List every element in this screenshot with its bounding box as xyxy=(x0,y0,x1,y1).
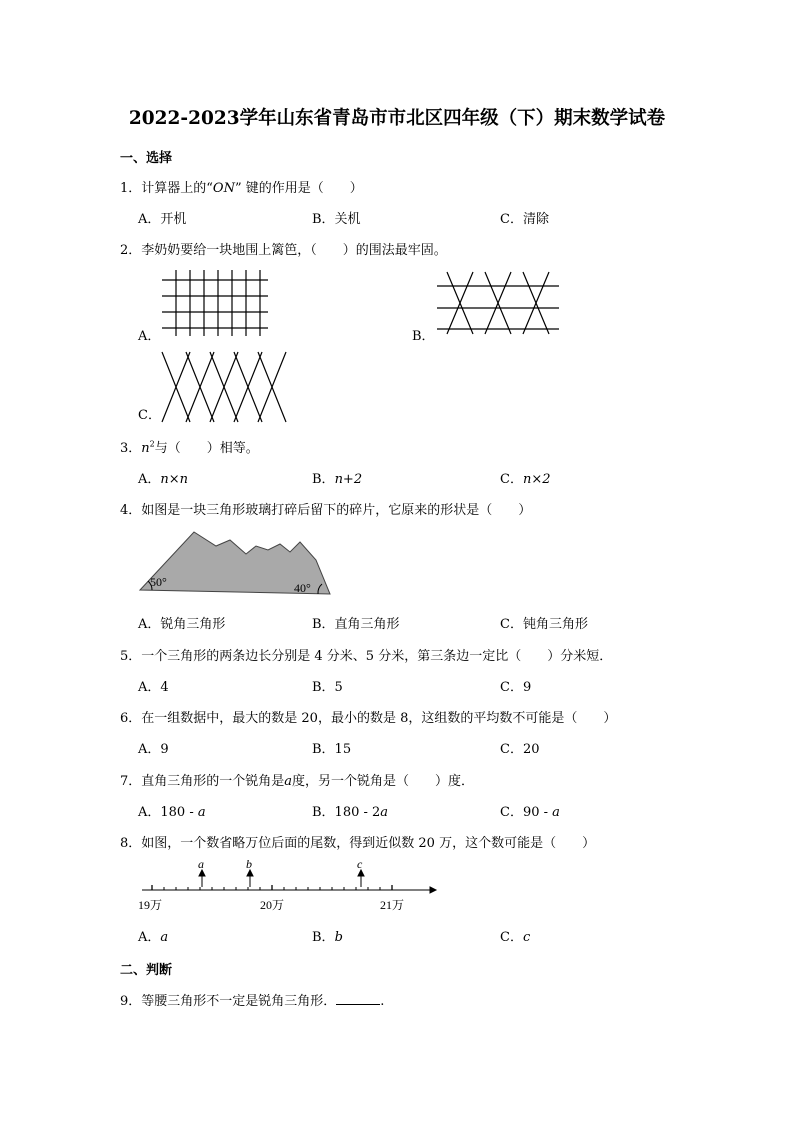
q3-option-b-label: B． xyxy=(312,472,335,487)
q1-option-a[interactable]: A．开机 xyxy=(138,212,187,227)
q3-number: 3． xyxy=(120,441,142,456)
q9-text: 9．等腰三角形不一定是锐角三角形． xyxy=(120,994,337,1009)
q8-option-b[interactable] xyxy=(312,926,343,945)
q1-option-b[interactable]: B．关机 xyxy=(312,212,361,227)
q3-option-a[interactable] xyxy=(138,468,188,487)
q3-option-b[interactable] xyxy=(312,468,362,487)
q4-option-c[interactable]: C．钝角三角形 xyxy=(500,617,588,632)
q7-text-pre: 7．直角三角形的一个锐角是 xyxy=(120,774,285,789)
q8-option-a-label: A． xyxy=(138,930,161,945)
marker-b-label: b xyxy=(246,857,252,871)
q7-option-c[interactable] xyxy=(500,801,560,820)
q1-option-c[interactable]: C．清除 xyxy=(500,212,549,227)
q7-variable: a xyxy=(284,774,293,789)
q8-option-a[interactable] xyxy=(138,926,168,945)
angle-label-left: 50° xyxy=(150,575,167,589)
q3-option-c-expr: n×2 xyxy=(522,472,551,487)
q7-option-b-label: B．180 - 2 xyxy=(312,805,381,820)
q3-text: 与（ ）相等。 xyxy=(154,441,259,456)
angle-label-right: 40° xyxy=(294,581,311,595)
q7-option-a-label: A．180 - xyxy=(138,805,198,820)
fence-triangle-figure xyxy=(437,272,559,334)
q9-answer-blank[interactable] xyxy=(336,992,380,1005)
q8-option-a-var: a xyxy=(160,930,169,945)
q1-text-pre: 1．计算器上的“ xyxy=(120,181,213,196)
q3-option-c-label: C． xyxy=(500,472,523,487)
q4-option-a[interactable]: A．锐角三角形 xyxy=(138,617,226,632)
q7-text-post: 度，另一个锐角是（ ）度． xyxy=(292,774,475,789)
q8-option-c-label: C． xyxy=(500,930,523,945)
q7-option-c-label: C．90 - xyxy=(500,805,553,820)
q9-end: . xyxy=(380,994,385,1009)
q7-option-a[interactable] xyxy=(138,801,206,820)
question-2: 2．李奶奶要给一块地围上篱笆，（ ）的围法最牢固。 xyxy=(120,243,447,258)
q5-option-c[interactable]: C．9 xyxy=(500,680,532,695)
question-1 xyxy=(120,177,363,196)
question-9 xyxy=(120,990,384,1009)
q7-option-b[interactable] xyxy=(312,801,388,820)
section-heading-judge: 二、判断 xyxy=(120,963,173,978)
question-3 xyxy=(120,437,259,456)
q8-option-c[interactable] xyxy=(500,926,530,945)
question-6: 6．在一组数据中，最大的数是 20，最小的数是 8，这组数的平均数不可能是（ ） xyxy=(120,711,617,726)
q6-option-b[interactable]: B．15 xyxy=(312,742,352,757)
q3-option-a-label: A． xyxy=(138,472,161,487)
q7-option-b-var: a xyxy=(380,805,389,820)
marker-c-label: c xyxy=(357,857,363,871)
q7-option-a-var: a xyxy=(197,805,206,820)
q6-option-c[interactable]: C．20 xyxy=(500,742,540,757)
q3-option-a-expr: n×n xyxy=(160,472,189,487)
axis-label-19: 19万 xyxy=(138,898,163,912)
q2-option-c[interactable]: C． xyxy=(138,408,161,423)
q3-option-b-expr: n+2 xyxy=(334,472,363,487)
q3-exponent: 2 xyxy=(149,439,155,449)
q2-option-b[interactable]: B． xyxy=(412,329,435,344)
q7-option-c-var: a xyxy=(552,805,560,820)
page-title: 2022-2023学年山东省青岛市市北区四年级（下）期末数学试卷 xyxy=(128,108,666,129)
q8-option-c-var: c xyxy=(522,930,531,945)
question-8: 8．如图，一个数省略万位后面的尾数，得到近似数 20 万，这个数可能是（ ） xyxy=(120,836,596,851)
q1-key-name: ON xyxy=(212,181,235,196)
number-line-figure xyxy=(138,858,438,918)
section-heading-choice: 一、选择 xyxy=(120,151,173,166)
axis-label-20: 20万 xyxy=(260,898,285,912)
q8-option-b-label: B． xyxy=(312,930,335,945)
question-5: 5．一个三角形的两条边长分别是 4 分米、5 分米，第三条边一定比（ ）分米短． xyxy=(120,649,613,664)
q3-variable: n xyxy=(141,441,150,456)
fence-grid-figure xyxy=(162,270,268,336)
marker-a-label: a xyxy=(198,857,204,871)
q2-option-a[interactable]: A． xyxy=(138,329,161,344)
q4-option-b[interactable]: B．直角三角形 xyxy=(312,617,400,632)
q5-option-b[interactable]: B．5 xyxy=(312,680,343,695)
broken-glass-figure xyxy=(138,528,332,600)
question-7 xyxy=(120,770,474,789)
axis-label-21: 21万 xyxy=(380,898,405,912)
q3-option-c[interactable] xyxy=(500,468,551,487)
q8-option-b-var: b xyxy=(334,930,343,945)
question-4: 4．如图是一块三角形玻璃打碎后留下的碎片，它原来的形状是（ ） xyxy=(120,503,532,518)
fence-lattice-figure xyxy=(162,352,288,422)
q5-option-a[interactable]: A．4 xyxy=(138,680,169,695)
q6-option-a[interactable]: A．9 xyxy=(138,742,169,757)
q1-text-post: ” 键的作用是（ ） xyxy=(234,181,363,196)
